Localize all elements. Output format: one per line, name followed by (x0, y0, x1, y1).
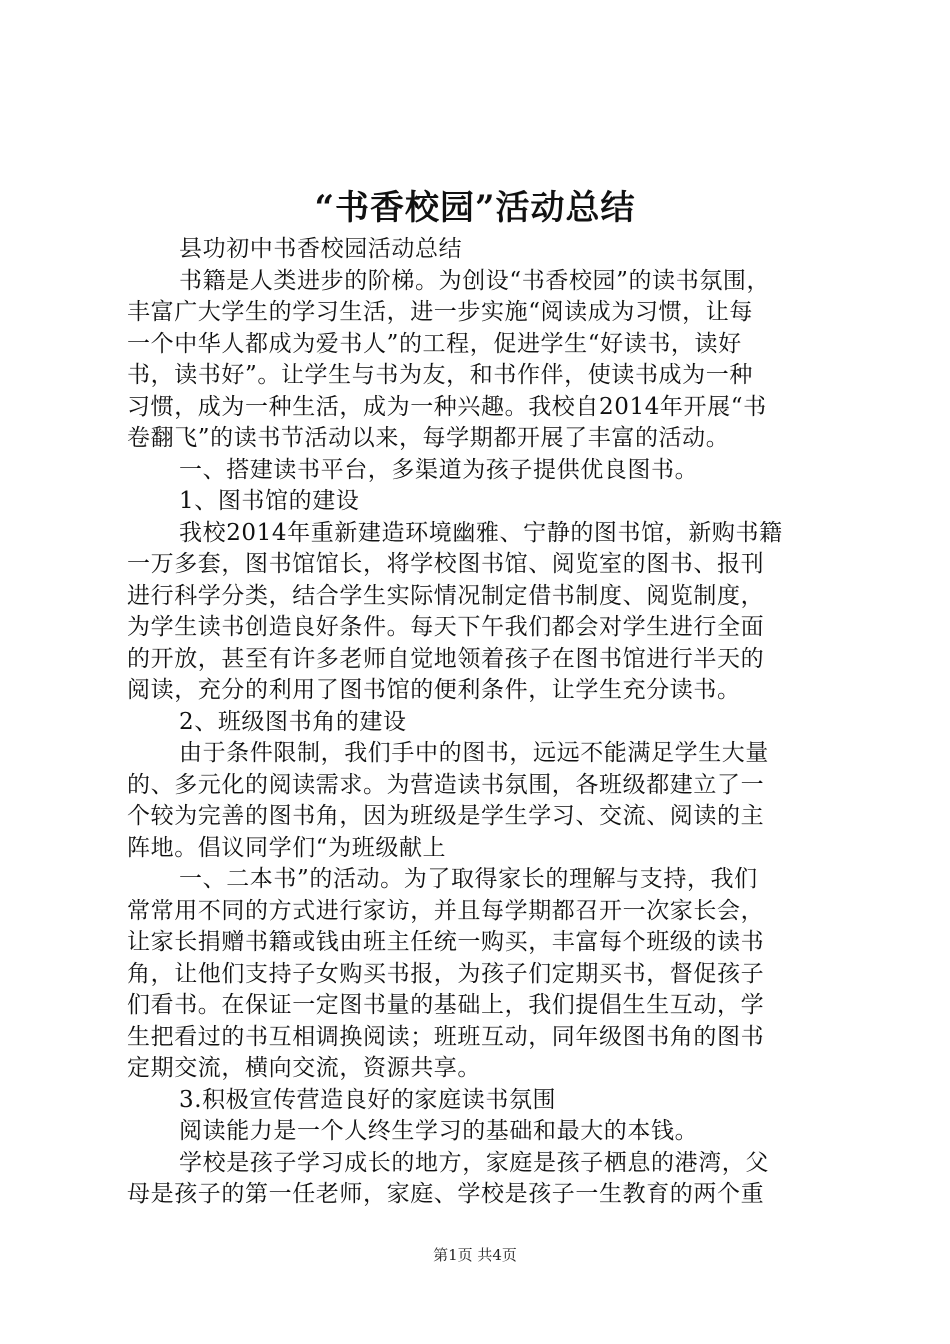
text-line: 为学生读书创造良好条件。每天下午我们都会对学生进行全面 (127, 614, 765, 640)
text-line: 1、图书馆的建设 (179, 488, 360, 514)
text-line: 生把看过的书互相调换阅读；班班互动，同年级图书角的图书 (127, 1023, 765, 1050)
text-line: 角，让他们支持子女购买书报，为孩子们定期买书，督促孩子 (127, 960, 765, 987)
text-line: 3.积极宣传营造良好的家庭读书氛围 (179, 1086, 557, 1113)
text-line: 阅读，充分的利用了图书馆的便利条件，让学生充分读书。 (127, 677, 741, 703)
text-line: 书，读书好”。让学生与书为友，和书作伴，使读书成为一种 (127, 362, 753, 388)
text-line: 阵地。倡议同学们“为班级献上 (127, 834, 447, 861)
text-line: 一、二本书”的活动。为了取得家长的理解与支持，我们 (179, 866, 758, 892)
text-line: 让家长捐赠书籍或钱由班主任统一购买，丰富每个班级的读书 (127, 929, 765, 955)
text-line: 们看书。在保证一定图书量的基础上，我们提倡生生互动，学 (127, 992, 765, 1018)
text-line: 一万多套，图书馆馆长，将学校图书馆、阅览室的图书、报刊 (127, 551, 765, 577)
text-line: 由于条件限制，我们手中的图书，远远不能满足学生大量 (179, 740, 769, 766)
text-line: 母是孩子的第一任老师，家庭、学校是孩子一生教育的两个重 (127, 1181, 765, 1207)
text-line: 书籍是人类进步的阶梯。为创设“书香校园”的读书氛围， (179, 267, 771, 294)
text-line: 一个中华人都成为爱书人”的工程，促进学生“好读书，读好 (127, 330, 742, 357)
text-line: 2、班级图书角的建设 (179, 708, 407, 735)
text-line: 常常用不同的方式进行家访，并且每学期都召开一次家长会， (127, 897, 765, 924)
text-line: 的开放，甚至有许多老师自觉地领着孩子在图书馆进行半天的 (127, 645, 765, 672)
document-body (127, 234, 842, 1211)
document-title: “书香校园”活动总结 (314, 188, 636, 228)
text-line: 定期交流，横向交流，资源共享。 (127, 1055, 481, 1081)
text-line: 的、多元化的阅读需求。为营造读书氛围，各班级都建立了一 (127, 771, 765, 798)
text-line: 丰富广大学生的学习生活，进一步实施“阅读成为习惯，让每 (127, 299, 753, 325)
text-line: 进行科学分类，结合学生实际情况制定借书制度、阅览制度， (127, 582, 765, 609)
text-line: 一、搭建读书平台，多渠道为孩子提供优良图书。 (179, 456, 699, 483)
text-line: 个较为完善的图书角，因为班级是学生学习、交流、阅读的主 (127, 803, 765, 829)
text-line: 习惯，成为一种生活，成为一种兴趣。我校自2014年开展“书 (127, 393, 767, 420)
text-line: 我校2014年重新建造环境幽雅、宁静的图书馆，新购书籍 (179, 519, 783, 546)
text-line: 阅读能力是一个人终生学习的基础和最大的本钱。 (179, 1118, 699, 1144)
page-footer: 第1页 共4页 (433, 1246, 517, 1264)
text-line: 学校是孩子学习成长的地方，家庭是孩子栖息的港湾，父 (179, 1149, 769, 1176)
text-line: 卷翻飞”的读书节活动以来，每学期都开展了丰富的活动。 (127, 425, 730, 451)
text-line: 县功初中书香校园活动总结 (179, 236, 463, 262)
